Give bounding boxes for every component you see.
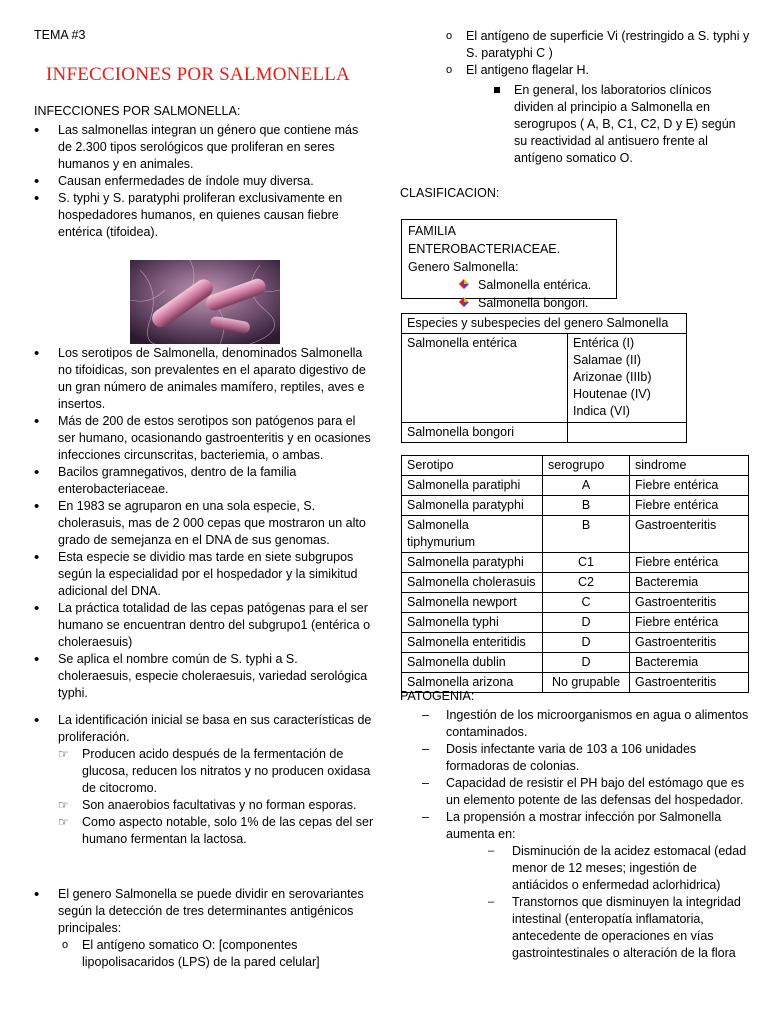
patogenia-list bbox=[422, 707, 750, 962]
serogroup-cell: D bbox=[543, 653, 630, 673]
list-item: – Disminución de la acidez estomacal (edad menor de 12 meses; ingestión de antiácidos o enfermedad aclorhidrica) bbox=[488, 843, 750, 894]
species-item bbox=[408, 276, 610, 294]
serotype-table bbox=[401, 455, 749, 693]
identification-sublist bbox=[58, 746, 374, 848]
serotype-cell: Salmonella enteritidis bbox=[402, 633, 543, 653]
list-item bbox=[422, 809, 750, 962]
list-item bbox=[34, 712, 374, 848]
list-item: o El antígeno somatico O: [componentes lipopolisacaridos (LPS) de la pared celular] bbox=[58, 937, 374, 971]
species-name-cell: Salmonella entérica bbox=[402, 334, 568, 423]
list-item: • Las salmonellas integran un género que contiene más de 2.300 tipos serológicos que proliferan en seres humanos y en animales. bbox=[34, 122, 374, 173]
subspecies-cell bbox=[568, 334, 687, 423]
syndrome-cell: Fiebre entérica bbox=[630, 476, 749, 496]
list-item: • En 1983 se agruparon en una sola especie, S. cholerasuis, mas de 2 000 cepas que mostraron un alto grado de semejanza en el DNA de sus genomas. bbox=[34, 498, 374, 549]
syndrome-cell: Bacteremia bbox=[630, 653, 749, 673]
syndrome-cell: Gastroenteritis bbox=[630, 593, 749, 613]
section-subtitle: INFECCIONES POR SALMONELLA: bbox=[34, 104, 241, 118]
serotype-table-body bbox=[402, 476, 749, 693]
list-item: ☞ Producen acido después de la fermentación de glucosa, reducen los nitratos y no producen oxidasa de citocromo. bbox=[58, 746, 374, 797]
serogroup-cell: No grupable bbox=[543, 673, 630, 693]
table-row bbox=[402, 633, 749, 653]
column-header: serogrupo bbox=[543, 456, 630, 476]
serotype-cell: Salmonella paratyphi bbox=[402, 496, 543, 516]
table-row bbox=[402, 553, 749, 573]
syndrome-cell: Fiebre entérica bbox=[630, 613, 749, 633]
list-item: o El antígeno de superficie Vi (restringido a S. typhi y S. paratyphi C ) bbox=[442, 28, 752, 62]
syndrome-cell: Gastroenteritis bbox=[630, 633, 749, 653]
serovar-list bbox=[34, 886, 374, 971]
serogroup-cell: B bbox=[543, 496, 630, 516]
species-label: Salmonella entérica. bbox=[478, 278, 592, 292]
list-item: – Capacidad de resistir el PH bajo del estómago que es un elemento potente de las defensas del hospedador. bbox=[422, 775, 750, 809]
list-item: – Dosis infectante varia de 103 a 106 unidades formadoras de colonias. bbox=[422, 741, 750, 775]
serovar-text: El genero Salmonella se puede dividir en serovariantes según la detección de tres determinantes antigénicos principales: bbox=[58, 887, 364, 935]
serogroup-cell: A bbox=[543, 476, 630, 496]
list-item: • Se aplica el nombre común de S. typhi a S. choleraesuis, especie choleraesuis, variedad serológica typhi. bbox=[34, 651, 374, 702]
list-item: ☞ Son anaerobios facultativas y no forman esporas. bbox=[58, 797, 374, 814]
page-title: INFECCIONES POR SALMONELLA bbox=[46, 64, 350, 85]
subspecies-label: Entérica (I) bbox=[573, 336, 635, 350]
serogroup-cell: C2 bbox=[543, 573, 630, 593]
salmonella-bacteria-illustration bbox=[130, 260, 280, 344]
list-item: – Transtornos que disminuyen la integridad intestinal (enteropatía inflamatoria, antecedente de operaciones en vías gastrointestinales o alteración de la flora bbox=[488, 894, 750, 962]
serotype-cell: Salmonella dublin bbox=[402, 653, 543, 673]
list-item bbox=[34, 886, 374, 971]
identification-text: La identificación inicial se basa en sus características de proliferación. bbox=[58, 713, 372, 744]
empty-cell bbox=[568, 423, 687, 443]
serogroup-cell: C1 bbox=[543, 553, 630, 573]
species-table bbox=[401, 313, 687, 443]
subspecies-label: Houtenae (IV) bbox=[573, 387, 651, 401]
list-item: • Causan enfermedades de índole muy diversa. bbox=[34, 173, 374, 190]
serotype-cell: Salmonella newport bbox=[402, 593, 543, 613]
salmonella-image bbox=[130, 260, 280, 344]
multicolor-arrow-icon bbox=[458, 278, 470, 290]
tema-label: TEMA #3 bbox=[34, 28, 86, 42]
genus-label: Genero Salmonella: bbox=[408, 260, 519, 274]
serogroup-cell: C bbox=[543, 593, 630, 613]
patogenia-heading: PATOGENIA: bbox=[400, 689, 475, 703]
subspecies-label: Salamae (II) bbox=[573, 353, 642, 367]
serotype-cell: Salmonella paratyphi bbox=[402, 553, 543, 573]
species-name-cell: Salmonella bongori bbox=[402, 423, 568, 443]
table-row bbox=[402, 573, 749, 593]
list-item: o El antigeno flagelar H. bbox=[442, 62, 752, 79]
clasificacion-heading: CLASIFICACION: bbox=[400, 186, 500, 200]
syndrome-cell: Gastroenteritis bbox=[630, 673, 749, 693]
classification-box bbox=[401, 219, 617, 310]
table-row bbox=[402, 496, 749, 516]
family-label: FAMILIA ENTEROBACTERIACEAE. bbox=[408, 224, 561, 256]
serotype-cell: Salmonella typhi bbox=[402, 613, 543, 633]
syndrome-cell: Fiebre entérica bbox=[630, 496, 749, 516]
list-item: ☞ Como aspecto notable, solo 1% de las cepas del ser humano fermentan la lactosa. bbox=[58, 814, 374, 848]
list-item: • Esta especie se dividio mas tarde en siete subgrupos según la especialidad por el hospedador y la simikitud adicional del DNA. bbox=[34, 549, 374, 600]
patogenia-sublist bbox=[488, 843, 750, 962]
list-item: • La práctica totalidad de las cepas patógenas para el ser humano se encuentran dentro del subgrupo1 (entérica o choleraesuis) bbox=[34, 600, 374, 651]
list-item: – Ingestión de los microorganismos en agua o alimentos contaminados. bbox=[422, 707, 750, 741]
table-row bbox=[402, 653, 749, 673]
antigen-sublist bbox=[58, 937, 374, 971]
list-item: • Más de 200 de estos serotipos son patógenos para el ser humano, ocasionando gastroenteritis y en ocasiones infecciones circunscritas, bacteriemia, o ambas. bbox=[34, 413, 374, 464]
serogroup-cell: D bbox=[543, 633, 630, 653]
table-row bbox=[402, 516, 749, 553]
characteristics-list bbox=[34, 345, 374, 702]
species-table-title: Especies y subespecies del genero Salmonella bbox=[402, 314, 687, 334]
species-label: Salmonella bongori. bbox=[478, 296, 589, 310]
serogroup-cell: B bbox=[543, 516, 630, 553]
list-item: En general, los laboratorios clínicos dividen al principio a Salmonella en serogrupos ( A, B, C1, C2, D y E) según su reactividad al antisuero frente al antígeno somatico O. bbox=[490, 82, 750, 167]
table-row bbox=[402, 613, 749, 633]
serotype-cell: Salmonella cholerasuis bbox=[402, 573, 543, 593]
table-row bbox=[402, 476, 749, 496]
multicolor-arrow-icon bbox=[458, 296, 470, 308]
antigen-sublist-continued bbox=[442, 28, 752, 79]
serotype-cell: Salmonella arizona bbox=[402, 673, 543, 693]
list-item: • Los serotipos de Salmonella, denominados Salmonella no tifoidicas, son prevalentes en el aparato digestivo de un gran número de animales mamífero, reptiles, aves e insertos. bbox=[34, 345, 374, 413]
syndrome-cell: Gastroenteritis bbox=[630, 516, 749, 553]
serogroup-cell: D bbox=[543, 613, 630, 633]
serotype-cell: Salmonella tiphymurium bbox=[402, 516, 543, 553]
list-item: • S. typhi y S. paratyphi proliferan exclusivamente en hospedadores humanos, en quienes causan fiebre entérica (tifoidea). bbox=[34, 190, 374, 241]
syndrome-cell: Fiebre entérica bbox=[630, 553, 749, 573]
subspecies-label: Arizonae (IIIb) bbox=[573, 370, 652, 384]
column-header: sindrome bbox=[630, 456, 749, 476]
subspecies-label: Indica (VI) bbox=[573, 404, 630, 418]
list-item: • Bacilos gramnegativos, dentro de la familia enterobacteriaceae. bbox=[34, 464, 374, 498]
propension-text: La propensión a mostrar infección por Salmonella aumenta en: bbox=[446, 810, 722, 841]
serogroup-note-list bbox=[490, 82, 750, 167]
syndrome-cell: Bacteremia bbox=[630, 573, 749, 593]
column-header: Serotipo bbox=[402, 456, 543, 476]
species-item bbox=[408, 294, 610, 312]
serotype-cell: Salmonella paratiphi bbox=[402, 476, 543, 496]
table-row bbox=[402, 593, 749, 613]
table-header-row bbox=[402, 456, 749, 476]
identification-list bbox=[34, 712, 374, 848]
intro-list bbox=[34, 122, 374, 241]
